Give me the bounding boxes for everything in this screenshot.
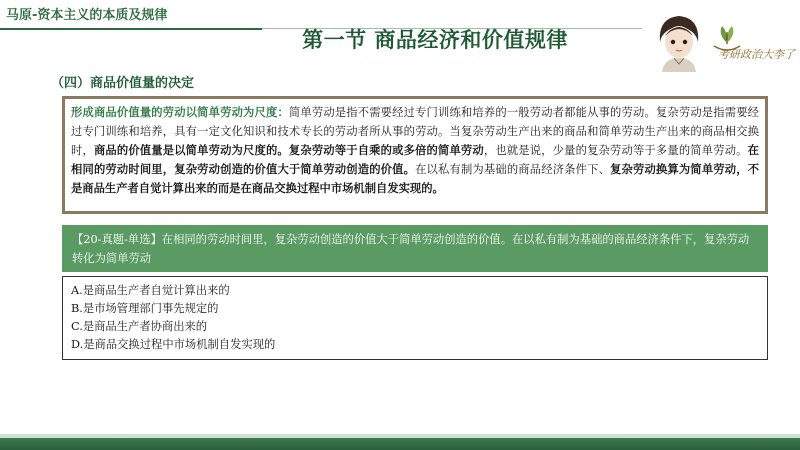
option-d[interactable]: D.是商品交换过程中市场机制自发实现的 — [71, 338, 276, 351]
bottom-strip — [0, 438, 800, 450]
top-rule — [0, 28, 262, 30]
brand-text: 考研政治大李了 — [718, 48, 795, 61]
avatar — [652, 12, 706, 72]
content-text-2: ，也就是说，少量的复杂劳动等于多量的简单劳动。 — [483, 144, 748, 157]
option-c[interactable]: C.是商品生产者协商出来的 — [71, 320, 208, 333]
option-a[interactable]: A.是商品生产者自觉计算出来的 — [71, 284, 230, 297]
content-bold-2: 在相同的劳动时间里，复杂劳动创造的价值大于简单劳动创造的价值。 — [71, 143, 759, 176]
options-box — [62, 276, 768, 360]
content-lead: 形成商品价值量的劳动以简单劳动为尺度： — [71, 106, 289, 119]
content-bold-1: 商品的价值量是以简单劳动为尺度的。复杂劳动等于自乘的或多倍的简单劳动 — [93, 143, 484, 157]
content-text-1: 简单劳动是指不需要经过专门训练和培养的一般劳动者都能从事的劳动。复杂劳动是指需要经过专门训练和培养，具有一定文化知识和技术专长的劳动者所从事的劳动。当复杂劳动生产出来的商品和简单劳动生产出来的商品相交换时， — [71, 106, 759, 157]
content-box — [62, 96, 768, 214]
question-text: 【20-真题-单选】在相同的劳动时间里，复杂劳动创造的价值大于简单劳动创造的价值。在以私有制为基础的商品经济条件下，复杂劳动转化为简单劳动 — [72, 233, 750, 265]
question-box — [62, 225, 768, 272]
top-label: 马原-资本主义的本质及规律 — [6, 8, 168, 23]
page-title: 第一节 商品经济和价值规律 — [302, 28, 568, 52]
option-b[interactable]: B.是市场管理部门事先规定的 — [71, 302, 219, 315]
content-text-3: 在以私有制为基础的商品经济条件下、 — [415, 163, 611, 176]
content-bold-3: 复杂劳动换算为简单劳动，不是商品生产者自觉计算出来的而是在商品交换过程中市场机制自发实现的。 — [71, 162, 759, 195]
brand-logo — [706, 20, 790, 70]
section-label: （四）商品价值量的决定 — [51, 76, 195, 91]
